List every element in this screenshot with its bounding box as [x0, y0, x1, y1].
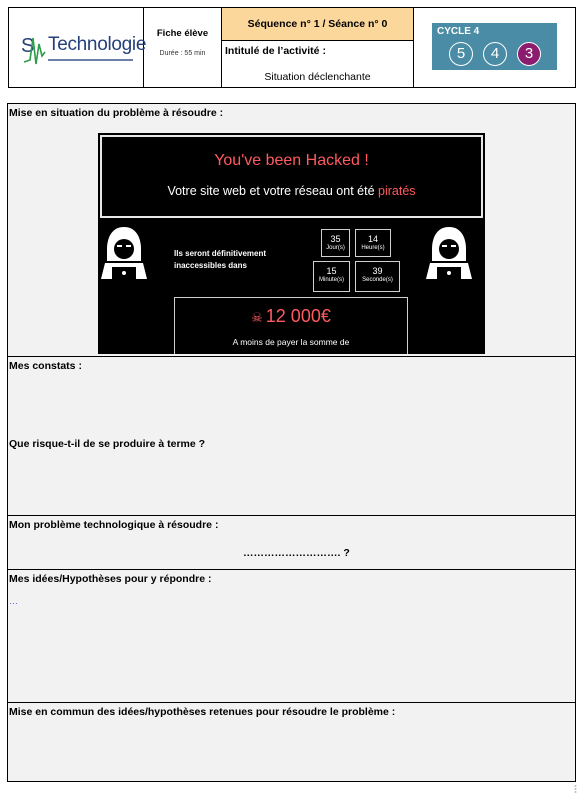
ransom-amount	[175, 306, 407, 327]
timer-unit: Seconde(s)	[362, 277, 393, 283]
timer-unit: Minute(s)	[318, 277, 344, 283]
logo-underline	[48, 59, 133, 61]
section-label: Mes constats :	[9, 360, 82, 372]
cycle-level-5: 5	[449, 42, 473, 66]
ransom-box	[174, 297, 408, 354]
timer-minutes	[313, 261, 350, 292]
section-probleme	[8, 516, 575, 570]
fiche-title: Fiche élève	[156, 28, 209, 39]
section-hypotheses	[8, 570, 575, 703]
hacker-icon	[99, 225, 149, 283]
section-label: Mise en commun des idées/hypothèses retenues pour résoudre le problème :	[9, 706, 396, 718]
timer-value: 14	[367, 234, 378, 244]
timer-unit: Heure(s)	[361, 245, 385, 251]
answer-placeholder[interactable]: ………………………. ?	[243, 547, 350, 559]
sequence-cell	[222, 8, 414, 87]
hacked-banner	[100, 135, 483, 218]
timer-value: 15	[326, 266, 337, 276]
section-label: Mise en situation du problème à résoudre :	[9, 107, 224, 119]
fiche-cell	[144, 8, 222, 87]
hacked-subtitle-text: Votre site web et votre réseau ont été	[167, 184, 378, 198]
section-label: Mes idées/Hypothèses pour y répondre :	[9, 573, 212, 585]
fiche-duree: Durée : 55 min	[159, 50, 206, 57]
risk-question: Que risque-t-il de se produire à terme ?	[9, 438, 206, 450]
section-mise-en-situation	[8, 104, 575, 357]
inaccessible-text: Ils seront définitivement inaccessibles dans	[174, 249, 267, 270]
sti-wave-logo	[21, 26, 147, 68]
timer-unit: Jour(s)	[326, 245, 345, 251]
svg-text:S: S	[21, 35, 35, 57]
hacked-subtitle-highlight: piratés	[378, 184, 416, 198]
cycle-level-3-active: 3	[517, 42, 541, 66]
wave-icon	[21, 26, 51, 66]
hacked-title: You've been Hacked !	[214, 152, 369, 169]
resize-grip-icon[interactable]	[573, 784, 578, 794]
timer-value: 35	[330, 234, 341, 244]
timer-seconds	[355, 261, 400, 292]
section-constats	[8, 357, 575, 516]
sequence-title: Séquence n° 1 / Séance n° 0	[222, 8, 413, 41]
hacked-screenshot	[98, 133, 485, 354]
timer-value: 39	[372, 266, 383, 276]
activity-title: Situation déclenchante	[264, 71, 371, 83]
hacker-icon	[424, 225, 474, 283]
worksheet	[7, 103, 576, 782]
logo-cell	[9, 8, 147, 87]
ransom-text: A moins de payer la somme de	[232, 337, 350, 347]
cycle-label: CYCLE 4	[437, 26, 480, 37]
skull-icon: ☠	[251, 310, 263, 325]
logo-text: Technologie	[48, 34, 147, 55]
cycle-level-4: 4	[483, 42, 507, 66]
timer-hours	[355, 229, 391, 257]
timer-days	[321, 229, 350, 257]
hacked-subtitle	[102, 184, 481, 198]
section-mise-en-commun	[8, 703, 575, 783]
cycle-cell	[414, 8, 575, 87]
intitule-label: Intitulé de l’activité :	[225, 45, 326, 57]
header-table	[8, 7, 576, 88]
cycle-badge	[432, 23, 557, 70]
section-label: Mon problème technologique à résoudre :	[9, 519, 219, 531]
ransom-amount-value: 12 000€	[265, 306, 331, 326]
text-cursor-marker[interactable]: …	[9, 596, 18, 606]
